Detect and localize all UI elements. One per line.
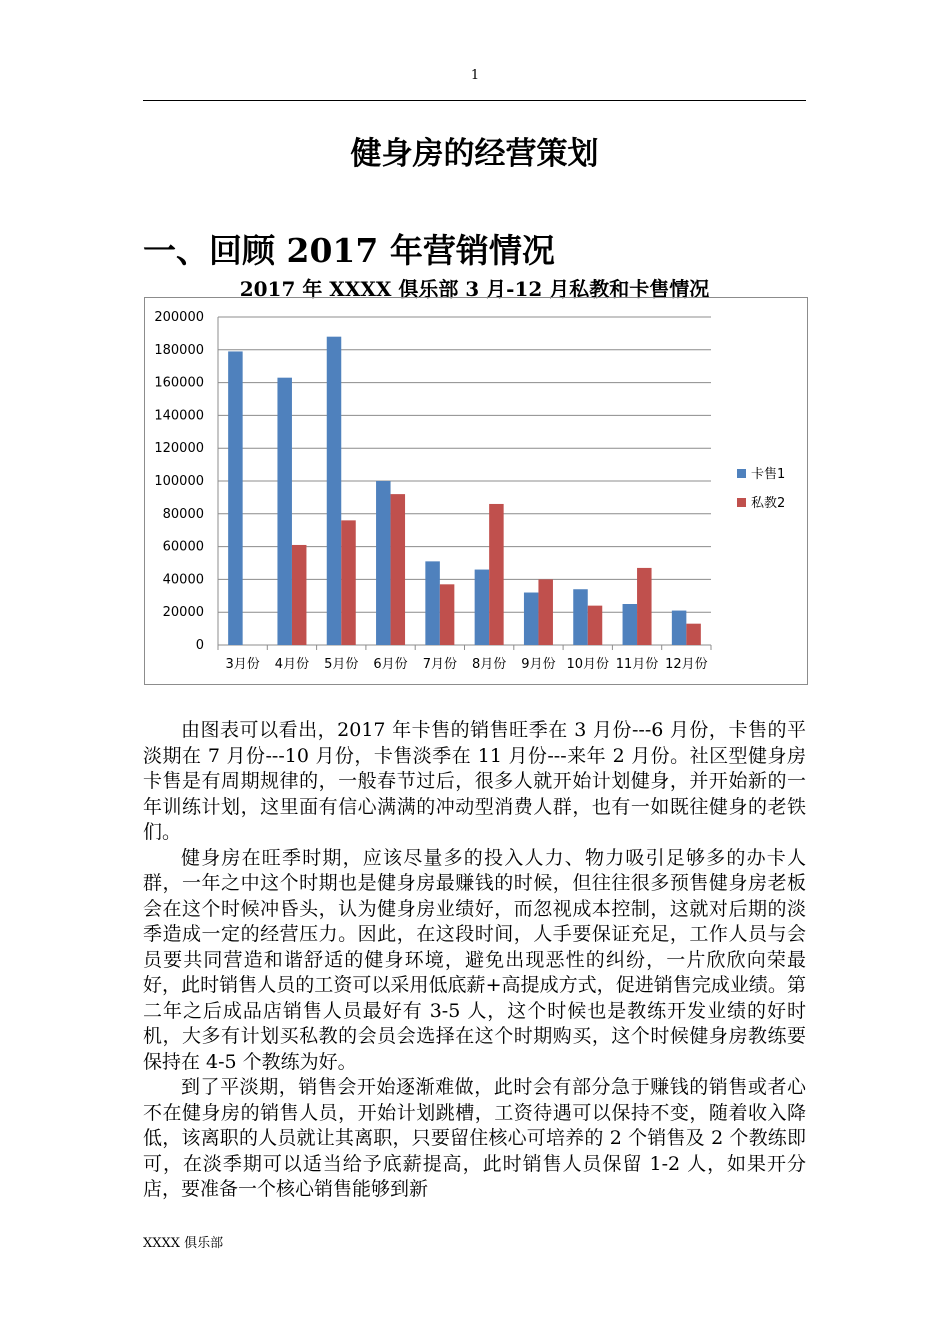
y-tick-label: 140000 <box>154 408 204 424</box>
chart-canvas <box>145 298 807 684</box>
x-tick-label: 3月份 <box>225 657 260 672</box>
x-tick-label: 7月份 <box>422 657 457 672</box>
bar-personal-training <box>637 568 652 645</box>
page-number: 1 <box>470 68 480 83</box>
x-tick-label: 6月份 <box>373 657 408 672</box>
bar-personal-training <box>341 520 356 645</box>
y-tick-label: 60000 <box>162 539 204 555</box>
bar-card-sales <box>623 604 638 645</box>
x-tick-label: 8月份 <box>472 657 507 672</box>
x-tick-label: 9月份 <box>521 657 556 672</box>
bar-card-sales <box>475 570 490 645</box>
bar-personal-training <box>391 494 406 645</box>
section-heading: 一、回顾 2017 年营销情况 <box>143 231 555 270</box>
legend-swatch <box>737 498 746 507</box>
y-tick-label: 40000 <box>162 572 204 588</box>
footer-text: XXXX 俱乐部 <box>143 1236 224 1251</box>
legend-label: 卡售1 <box>751 467 786 482</box>
header-rule <box>143 100 806 101</box>
bar-card-sales <box>524 593 539 645</box>
paragraph: 到了平淡期，销售会开始逐渐难做，此时会有部分急于赚钱的销售或者心不在健身房的销售人员，开始计划跳槽，工资待遇可以保持不变，随着收入降低，该离职的人员就让其离职，只要留住核心可培养的 2 个销售及 2 个教练即可，在淡季期可以适当给予底薪提高，此时销售人员保留 1-2 人，如果开分店，要准备一个核心销售能够到新 <box>143 1076 806 1200</box>
bar-card-sales <box>228 351 243 645</box>
bar-card-sales <box>573 589 588 645</box>
bar-card-sales <box>672 611 687 645</box>
x-tick-label: 12月份 <box>665 657 708 672</box>
chart-title: 2017 年 XXXX 俱乐部 3 月-12 月私教和卡售情况 <box>239 277 710 301</box>
bar-card-sales <box>327 337 342 645</box>
y-tick-label: 200000 <box>154 310 204 325</box>
bar-personal-training <box>440 584 455 645</box>
paragraph: 健身房在旺季时期，应该尽量多的投入人力、物力吸引足够多的办卡人群，一年之中这个时期也是健身房最赚钱的时候，但往往很多预售健身房老板会在这个时候冲昏头，认为健身房业绩好，而忽视成本控制，这就对后期的淡季造成一定的经营压力。因此，在这段时间，人手要保证充足，工作人员与会员要共同营造和谐舒适的健身环境，避免出现恶性的纠纷，一片欣欣向荣最好，此时销售人员的工资可以采用低底薪+高提成方式，促进销售完成业绩。第二年之后成品店销售人员最好有 3-5 人，这个时候也是教练开发业绩的好时机，大多有计划买私教的会员会选择在这个时期购买，这个时候健身房教练要保持在 4-5 个教练为好。 <box>143 846 806 1073</box>
x-tick-label: 5月份 <box>324 657 359 672</box>
bar-personal-training <box>686 624 701 645</box>
bar-card-sales <box>425 561 440 645</box>
legend-label: 私教2 <box>751 496 786 511</box>
bar-card-sales <box>376 481 391 645</box>
x-tick-label: 11月份 <box>615 657 659 672</box>
y-tick-label: 80000 <box>162 506 204 522</box>
y-tick-label: 160000 <box>154 375 204 391</box>
y-tick-label: 100000 <box>154 474 204 489</box>
x-tick-label: 10月份 <box>566 657 610 672</box>
bar-personal-training <box>292 545 307 645</box>
document-title: 健身房的经营策划 <box>350 136 599 172</box>
y-tick-label: 0 <box>195 638 204 653</box>
y-tick-label: 20000 <box>162 605 204 621</box>
bar-chart <box>144 297 808 685</box>
paragraph: 由图表可以看出，2017 年卡售的销售旺季在 3 月份---6 月份，卡售的平淡期在 7 月份---10 月份，卡售淡季在 11 月份---来年 2 月份。社区型健身房卡售是有周期规律的，一般春节过后，很多人就开始计划健身，并开始新的一年训练计划，这里面有信心满满的冲动型消费人群，也有一如既往健身的老铁们。 <box>143 719 806 843</box>
x-tick-label: 4月份 <box>274 657 310 672</box>
bar-personal-training <box>588 606 603 645</box>
bar-card-sales <box>277 378 292 645</box>
legend-swatch <box>737 469 746 478</box>
y-tick-label: 120000 <box>154 441 204 457</box>
bar-personal-training <box>538 579 553 645</box>
bar-personal-training <box>489 504 504 645</box>
y-tick-label: 180000 <box>154 342 204 358</box>
body-text <box>143 718 806 1203</box>
